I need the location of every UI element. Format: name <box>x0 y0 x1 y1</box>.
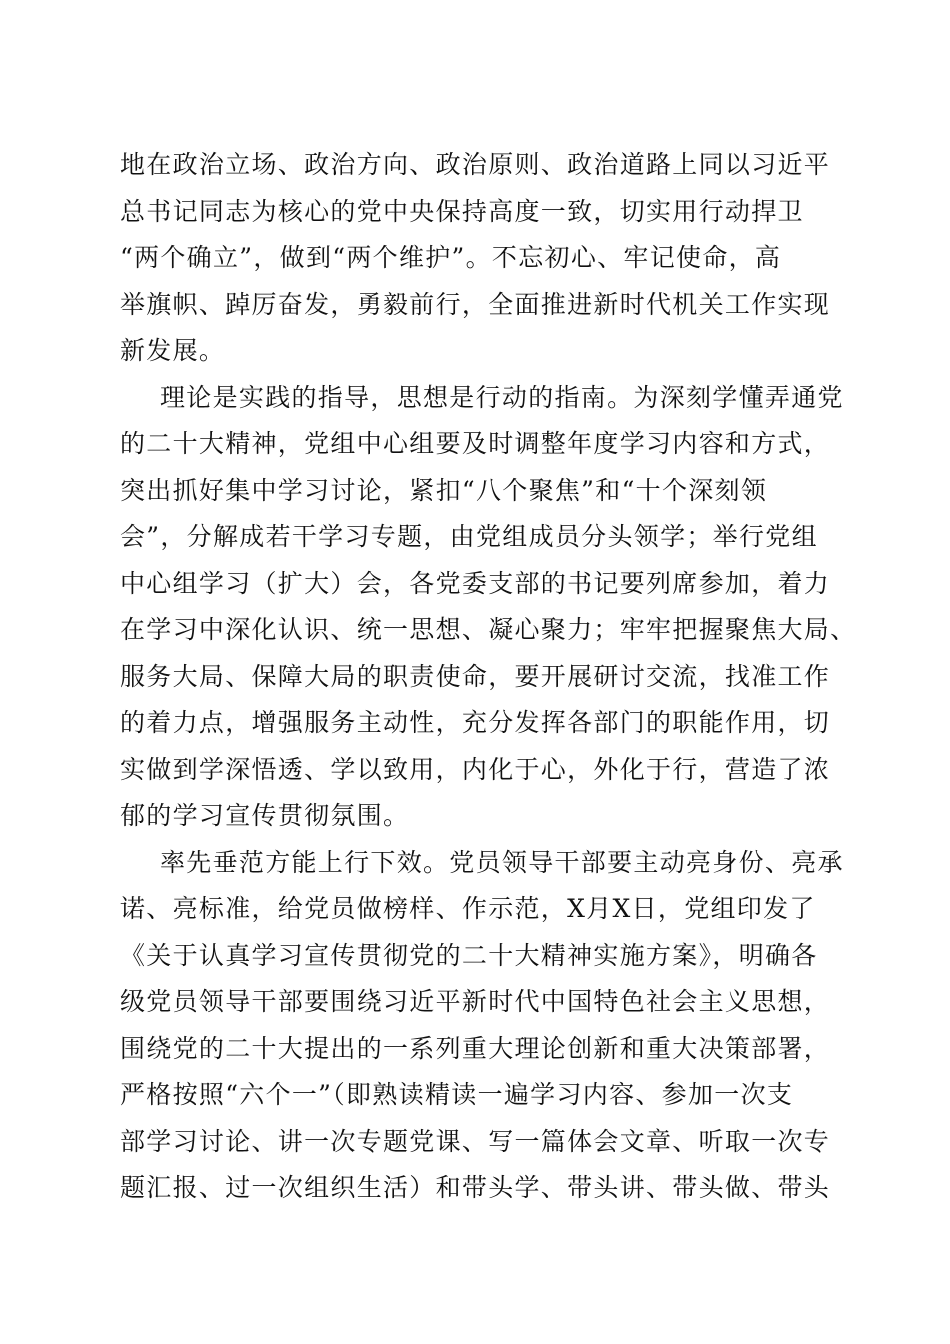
text-line-4: 举旗帜、踔厉奋发，勇毅前行，全面推进新时代机关工作实现 <box>120 289 831 319</box>
text-line-22: 部学习讨论、讲一次专题党课、写一篇体会文章、听取一次专 <box>120 1126 831 1156</box>
text-line-5: 新发展。 <box>120 336 226 365</box>
text-line-21: 严格按照“六个一”（即熟读精读一遍学习内容、参加一次支 <box>120 1080 794 1109</box>
text-line-2: 总书记同志为核心的党中央保持高度一致，切实用行动捍卫 <box>120 196 804 226</box>
text-line-23: 题汇报、过一次组织生活）和带头学、带头讲、带头做、带头 <box>120 1173 831 1202</box>
text-line-13: 的着力点，增强服务主动性，充分发挥各部门的职能作用，切 <box>120 708 831 737</box>
paragraph-3-first-line: 率先垂范方能上行下效。党员领导干部要主动亮身份、亮承 <box>160 847 844 877</box>
text-line-15: 郁的学习宣传贯彻氛围。 <box>120 801 410 830</box>
text-line-11: 在学习中深化认识、统一思想、凝心聚力；牢牢把握聚焦大局、 <box>120 615 857 644</box>
text-line-17: 诺、亮标准，给党员做榜样、作示范，X月X日，党组印发了 <box>120 894 816 923</box>
text-line-19: 级党员领导干部要围绕习近平新时代中国特色社会主义思想， <box>120 987 831 1016</box>
text-line-3: “两个确立”，做到“两个维护”。不忘初心、牢记使命，高 <box>120 243 782 272</box>
text-line-8: 突出抓好集中学习讨论，紧扣“八个聚焦”和“十个深刻领 <box>120 475 768 505</box>
text-line-7: 的二十大精神，党组中心组要及时调整年度学习内容和方式， <box>120 429 831 458</box>
body-text <box>120 142 857 1212</box>
text-line-10: 中心组学习（扩大）会，各党委支部的书记要列席参加，着力 <box>120 568 831 598</box>
text-line-1: 地在政治立场、政治方向、政治原则、政治道路上同以习近平 <box>120 150 831 179</box>
paragraph-2-first-line: 理论是实践的指导，思想是行动的指南。为深刻学懂弄通党 <box>160 382 844 412</box>
text-line-20: 围绕党的二十大提出的一系列重大理论创新和重大决策部署， <box>120 1033 831 1063</box>
text-line-18: 《关于认真学习宣传贯彻党的二十大精神实施方案》，明确各 <box>120 940 818 970</box>
text-line-9: 会”，分解成若干学习专题，由党组成员分头领学；举行党组 <box>120 522 818 551</box>
text-line-12: 服务大局、保障大局的职责使命，要开展研讨交流，找准工作 <box>120 661 831 691</box>
text-line-14: 实做到学深悟透、学以致用，内化于心，外化于行，营造了浓 <box>120 754 831 784</box>
